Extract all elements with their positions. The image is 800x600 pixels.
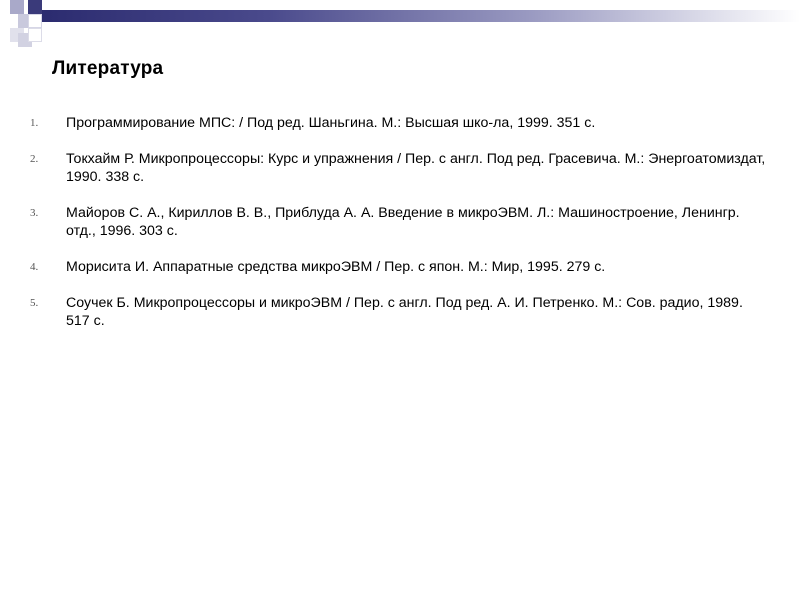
reference-number: 1. [30,117,39,129]
decor-square [28,0,42,14]
reference-item [30,204,770,240]
reference-number: 2. [30,153,39,165]
header-decoration [0,0,800,50]
reference-text: Морисита И. Аппаратные средства микроЭВМ / Пер. с япон. М.: Мир, 1995. 279 с. [66,259,606,275]
reference-text: Соучек Б. Микропроцессоры и микроЭВМ / Пер. с англ. Под ред. А. И. Петренко. М.: Сов. радио, 1989. 517 с. [66,295,743,329]
reference-item [30,114,770,132]
reference-item [30,294,770,330]
reference-item [30,150,770,186]
reference-text: Токхайм Р. Микропроцессоры: Курс и упражнения / Пер. с англ. Под ред. Грасевича. М.: Энергоатомиздат, 1990. 338 с. [66,151,766,185]
decor-square [10,0,24,14]
reference-list [30,114,770,348]
reference-number: 4. [30,261,39,273]
slide-title: Литература [52,58,164,79]
decor-square [28,28,42,42]
reference-text: Программирование МПС: / Под ред. Шаньгина. М.: Высшая шко-ла, 1999. 351 с. [66,115,596,131]
decor-square [28,14,42,28]
reference-number: 5. [30,297,39,309]
header-gradient-bar [40,10,800,22]
reference-number: 3. [30,207,39,219]
reference-item [30,258,770,276]
reference-text: Майоров С. А., Кириллов В. В., Приблуда А. А. Введение в микроЭВМ. Л.: Машиностроение, Ленингр. отд., 1996. 303 с. [66,205,740,239]
